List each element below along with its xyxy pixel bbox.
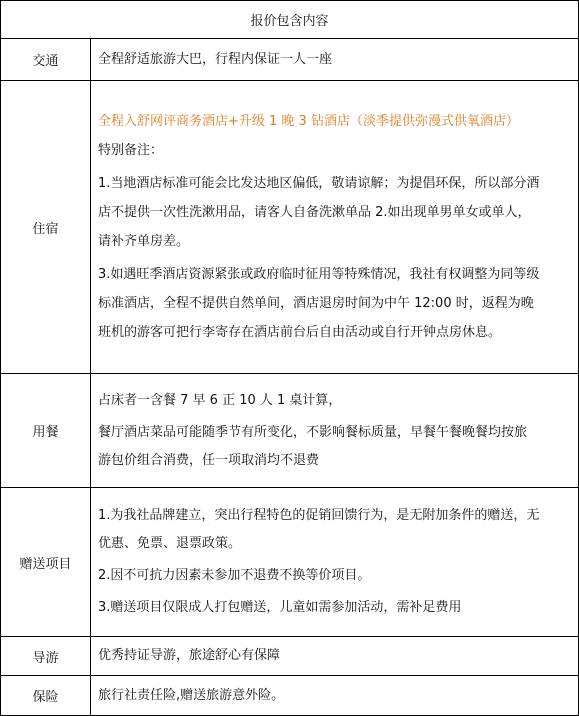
table-row-meals — [1, 374, 579, 488]
row-label-accommodation: 住宿 — [1, 81, 91, 374]
table-row-transport — [1, 39, 579, 81]
table-row-guide — [1, 637, 579, 676]
accommodation-note-1-line-1: 1.当地酒店标准可能会比发达地区偏低，敬请谅解；为提倡环保，所以部分酒 — [98, 176, 540, 191]
row-content-meals — [91, 374, 579, 488]
row-label-meals: 用餐 — [1, 374, 91, 488]
accommodation-note-3-line-1: 3.如遇旺季酒店资源紧张或政府临时征用等特殊情况，我社有权调整为同等级 — [98, 267, 540, 282]
meals-line-1: 占床者一含餐 7 早 6 正 10 人 1 桌计算， — [98, 392, 342, 408]
accommodation-note-3-line-3: 班机的游客可把行李寄存在酒店前台后自由活动或自行开钟点房休息。 — [98, 325, 502, 340]
gifts-item-2: 2.因不可抗力因素未参加不退费不换等价项目。 — [98, 568, 371, 583]
table-row-accommodation — [1, 81, 579, 374]
row-content-insurance — [91, 676, 579, 716]
row-content-gifts — [91, 488, 579, 637]
transport-text: 全程舒适旅游大巴，行程内保证一人一座 — [98, 51, 333, 67]
row-label-insurance: 保险 — [1, 676, 91, 716]
row-content-transport — [91, 39, 579, 81]
row-label-transport: 交通 — [1, 39, 91, 81]
guide-text: 优秀持证导游，旅途舒心有保障 — [98, 648, 281, 663]
table-row-gifts — [1, 488, 579, 637]
accommodation-note-1-line-2: 店不提供一次性洗漱用品，请客人自备洗漱单品 2.如出现单男单女或单人， — [98, 205, 531, 220]
meals-line-3: 游包价组合消费，任一项取消均不退费 — [98, 452, 320, 468]
insurance-text: 旅行社责任险,赠送旅游意外险。 — [98, 687, 285, 703]
accommodation-note-3-line-2: 标准酒店，全程不提供自然单间，酒店退房时间为中午 12:00 时，返程为晚 — [98, 296, 534, 311]
table-row-insurance — [1, 676, 579, 716]
accommodation-highlight: 全程入舒网评商务酒店+升级 1 晚 3 钻酒店（淡季提供弥漫式供氧酒店） — [98, 114, 519, 129]
meals-line-2: 餐厅酒店菜品可能随季节有所变化，不影响餐标质量，早餐午餐晚餐均按旅 — [98, 424, 528, 440]
table-title: 报价包含内容 — [1, 1, 579, 39]
accommodation-note-title: 特别备注： — [98, 143, 164, 158]
row-content-accommodation — [91, 81, 579, 374]
table-header-row — [1, 1, 579, 39]
gifts-item-1-line-2: 优惠、免票、退票政策。 — [98, 536, 242, 551]
row-content-guide — [91, 637, 579, 676]
row-label-gifts: 赠送项目 — [1, 488, 91, 637]
accommodation-note-1-line-3: 请补齐单房差。 — [98, 234, 190, 249]
gifts-item-1-line-1: 1.为我社品牌建立，突出行程特色的促销回馈行为，是无附加条件的赠送，无 — [98, 508, 540, 523]
row-label-guide: 导游 — [1, 637, 91, 676]
gifts-item-3: 3.赠送项目仅限成人打包赠送，儿童如需参加活动，需补足费用 — [98, 600, 462, 615]
